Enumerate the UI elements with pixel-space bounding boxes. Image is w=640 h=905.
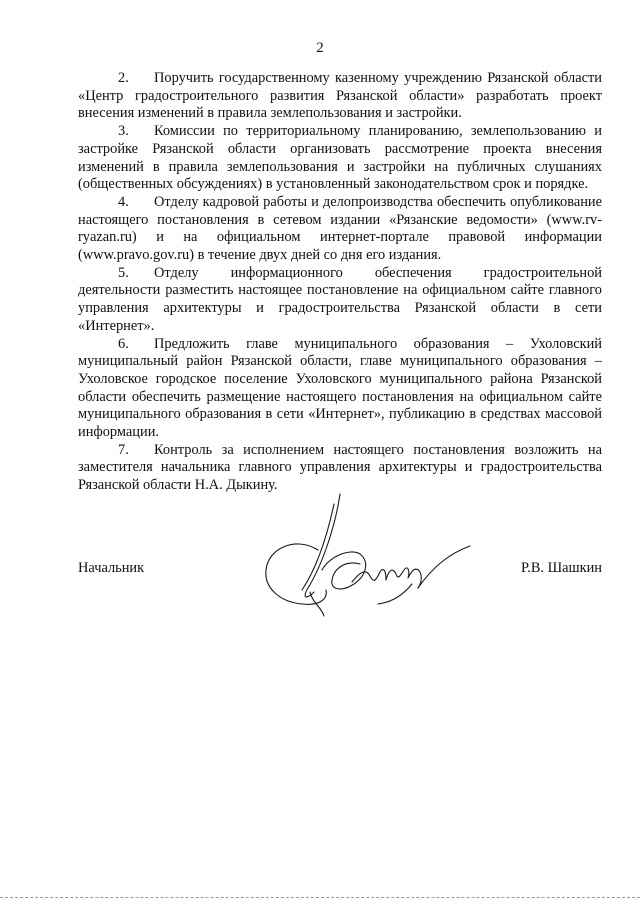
paragraph-number: 7.	[118, 441, 129, 458]
document-body	[78, 70, 602, 495]
signature-block	[78, 560, 602, 580]
paragraph-text: Отделу кадровой работы и делопроизводства обеспечить опубликование настоящего постановления в сетевом издании «Рязанские ведомости» (www.rv-ryazan.ru) и на официальном интернет-портале правовой информации (www.pravo.gov.ru) в течение двух дней со дня его издания.	[78, 193, 602, 264]
signer-title: Начальник	[78, 560, 145, 576]
paragraph-text: Комиссии по территориальному планированию, землепользованию и застройке Рязанской области организовать рассмотрение проекта внесения изменений в правила землепользования и застройки на публичных слушаниях (общественных обсуждениях) в установленный законодательством срок и порядке.	[78, 123, 602, 193]
paragraph-text: Контроль за исполнением настоящего постановления возложить на заместителя начальника главного управления архитектуры и градостроительства Рязанской области Н.А. Дыкину.	[78, 441, 602, 494]
paragraph-number: 2.	[118, 70, 129, 86]
paragraph-text: Поручить государственному казенному учреждению Рязанской области «Центр градостроительного развития Рязанской области» разработать проект внесения изменений в правила землепользования и застройки.	[78, 70, 602, 122]
paragraph-text: Предложить главе муниципального образования – Ухоловский муниципальный район Рязанской области, главе муниципального образования – Ухоловское городское поселение Ухоловского муниципального района Рязанской области обеспечить размещение настоящего постановления на официальном сайте муниципального образования в сети «Интернет», публикацию в средствах массовой информации.	[78, 335, 602, 441]
paragraph-number: 6.	[118, 335, 129, 352]
paragraph-number: 3.	[118, 123, 129, 140]
page-number: 2	[316, 40, 324, 56]
paragraph-item-6	[78, 336, 602, 442]
paragraph-number: 5.	[118, 264, 129, 281]
paragraph-item-4	[78, 194, 602, 265]
paragraph-item-3	[78, 123, 602, 194]
page-bottom-divider	[0, 897, 640, 898]
paragraph-item-7	[78, 442, 602, 495]
handwritten-signature	[262, 492, 478, 620]
paragraph-item-2	[78, 70, 602, 123]
paragraph-number: 4.	[118, 193, 129, 210]
paragraph-item-5	[78, 265, 602, 336]
paragraph-text: Отделу информационного обеспечения градостроительной деятельности разместить настоящее постановление на официальном сайте главного управления архитектуры и градостроительства Рязанской области в сети «Интернет».	[78, 264, 602, 334]
signer-name: Р.В. Шашкин	[521, 560, 602, 576]
